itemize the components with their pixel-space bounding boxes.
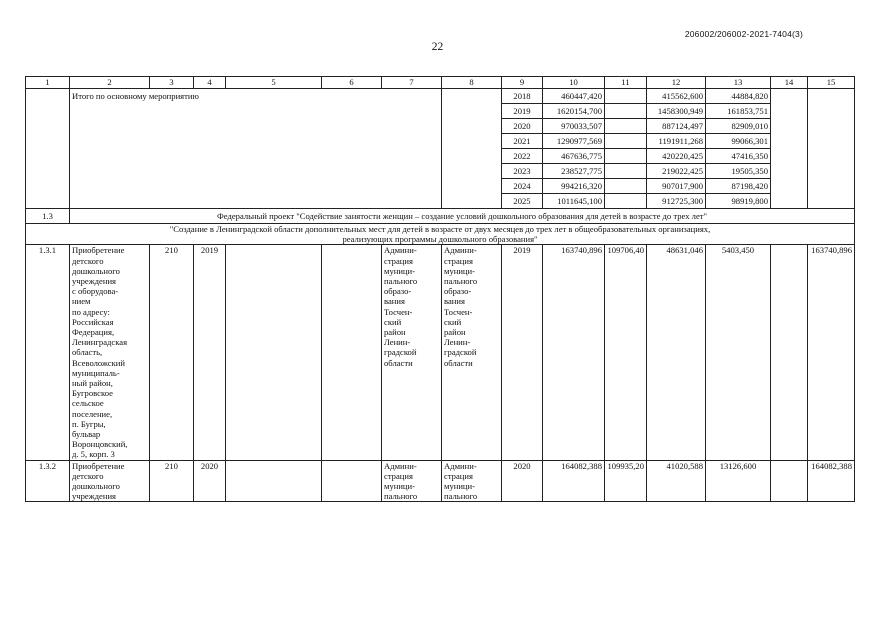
item-code: 210 [150, 245, 194, 460]
year-cell: 2021 [502, 134, 543, 149]
value-cell: 98919,800 [706, 194, 771, 209]
item-federal: 109706,40 [605, 245, 647, 460]
item-code: 210 [150, 460, 194, 502]
column-header: 6 [322, 77, 382, 89]
year-cell: 2023 [502, 164, 543, 179]
column-header: 1 [26, 77, 70, 89]
value-cell: 420220,425 [647, 149, 706, 164]
item-name: Приобретение детского дошкольного учреждения [70, 460, 150, 502]
item-recipient: Админи- страция муници- пального [442, 460, 502, 502]
item-fin-year: 2020 [502, 460, 543, 502]
value-cell: 99066,301 [706, 134, 771, 149]
value-cell: 44884,820 [706, 89, 771, 104]
item-executor: Админи- страция муници- пального [382, 460, 442, 502]
year-cell: 2019 [502, 104, 543, 119]
item-col14 [771, 460, 808, 502]
item-number: 1.3.2 [26, 460, 70, 502]
item-year: 2020 [194, 460, 226, 502]
value-cell: 87198,420 [706, 179, 771, 194]
year-cell: 2024 [502, 179, 543, 194]
value-cell [605, 119, 647, 134]
column-header: 3 [150, 77, 194, 89]
item-name: Приобретение детского дошкольного учреждения с оборудова- нием по адресу: Российская Федерация, Ленинградская область, Всеволожский муниципаль- ный район, Бугровское сельское поселение, п. Бугры, бульвар Воронцовский, д. 5, корп. 3 [70, 245, 150, 460]
header-row [26, 77, 855, 89]
subtotal-label: Итого по основному мероприятию [70, 89, 442, 209]
subheading-row [26, 224, 855, 245]
item-col5 [226, 245, 322, 460]
item-year: 2019 [194, 245, 226, 460]
item-row [26, 245, 855, 460]
column-header: 8 [442, 77, 502, 89]
empty-cell [442, 89, 502, 209]
value-cell: 238527,775 [543, 164, 605, 179]
year-cell: 2020 [502, 119, 543, 134]
item-col15: 163740,896 [808, 245, 855, 460]
empty-cell [771, 89, 808, 209]
column-header: 5 [226, 77, 322, 89]
value-cell [605, 179, 647, 194]
item-col14 [771, 245, 808, 460]
column-header: 2 [70, 77, 150, 89]
item-local: 13126,600 [706, 460, 771, 502]
empty-cell [808, 89, 855, 209]
item-number: 1.3.1 [26, 245, 70, 460]
item-regional: 48631,046 [647, 245, 706, 460]
column-header: 4 [194, 77, 226, 89]
column-header: 11 [605, 77, 647, 89]
value-cell: 1191911,268 [647, 134, 706, 149]
column-header: 13 [706, 77, 771, 89]
column-header: 10 [543, 77, 605, 89]
value-cell: 1620154,700 [543, 104, 605, 119]
column-header: 14 [771, 77, 808, 89]
project-number: 1.3 [26, 209, 70, 224]
value-cell: 219022,425 [647, 164, 706, 179]
value-cell [605, 134, 647, 149]
value-cell: 467636,775 [543, 149, 605, 164]
value-cell: 912725,300 [647, 194, 706, 209]
value-cell [605, 104, 647, 119]
value-cell [605, 149, 647, 164]
item-col6 [322, 245, 382, 460]
item-total: 164082,388 [543, 460, 605, 502]
value-cell: 415562,600 [647, 89, 706, 104]
value-cell: 1458300,949 [647, 104, 706, 119]
year-cell: 2018 [502, 89, 543, 104]
item-executor: Админи- страция муници- пального образо- вания Тосчен- ский район Ленин- градской области [382, 245, 442, 460]
year-cell: 2022 [502, 149, 543, 164]
item-local: 5403,450 [706, 245, 771, 460]
value-cell [605, 194, 647, 209]
empty-cell [26, 89, 70, 209]
year-cell: 2025 [502, 194, 543, 209]
item-col15: 164082,388 [808, 460, 855, 502]
item-federal: 109935,20 [605, 460, 647, 502]
item-col6 [322, 460, 382, 502]
column-header: 7 [382, 77, 442, 89]
item-row [26, 460, 855, 502]
item-total: 163740,896 [543, 245, 605, 460]
value-cell: 1011645,100 [543, 194, 605, 209]
value-cell [605, 89, 647, 104]
project-title: Федеральный проект "Содействие занятости женщин – создание условий дошкольного образования для детей в возрасте до трех лет" [70, 209, 855, 224]
value-cell: 47416,350 [706, 149, 771, 164]
project-row [26, 209, 855, 224]
column-header: 9 [502, 77, 543, 89]
column-header: 12 [647, 77, 706, 89]
budget-table [25, 76, 855, 502]
value-cell: 19505,350 [706, 164, 771, 179]
subtotal-row [26, 89, 855, 104]
item-col5 [226, 460, 322, 502]
value-cell: 161853,751 [706, 104, 771, 119]
page-number: 22 [431, 41, 444, 53]
value-cell: 907017,900 [647, 179, 706, 194]
value-cell: 994216,320 [543, 179, 605, 194]
subheading: "Создание в Ленинградской области дополнительных мест для детей в возрасте от двух месяцев до трех лет в общеобразовательных организациях, реализующих программы дошкольного образования" [26, 224, 855, 245]
item-recipient: Админи- страция муници- пального образо- вания Тосчен- ский район Ленин- градской области [442, 245, 502, 460]
item-regional: 41020,588 [647, 460, 706, 502]
item-fin-year: 2019 [502, 245, 543, 460]
document-id: 206002/206002-2021-7404(3) [684, 29, 803, 39]
value-cell: 460447,420 [543, 89, 605, 104]
value-cell [605, 164, 647, 179]
value-cell: 82909,010 [706, 119, 771, 134]
value-cell: 970033,507 [543, 119, 605, 134]
value-cell: 1290977,569 [543, 134, 605, 149]
column-header: 15 [808, 77, 855, 89]
value-cell: 887124,497 [647, 119, 706, 134]
